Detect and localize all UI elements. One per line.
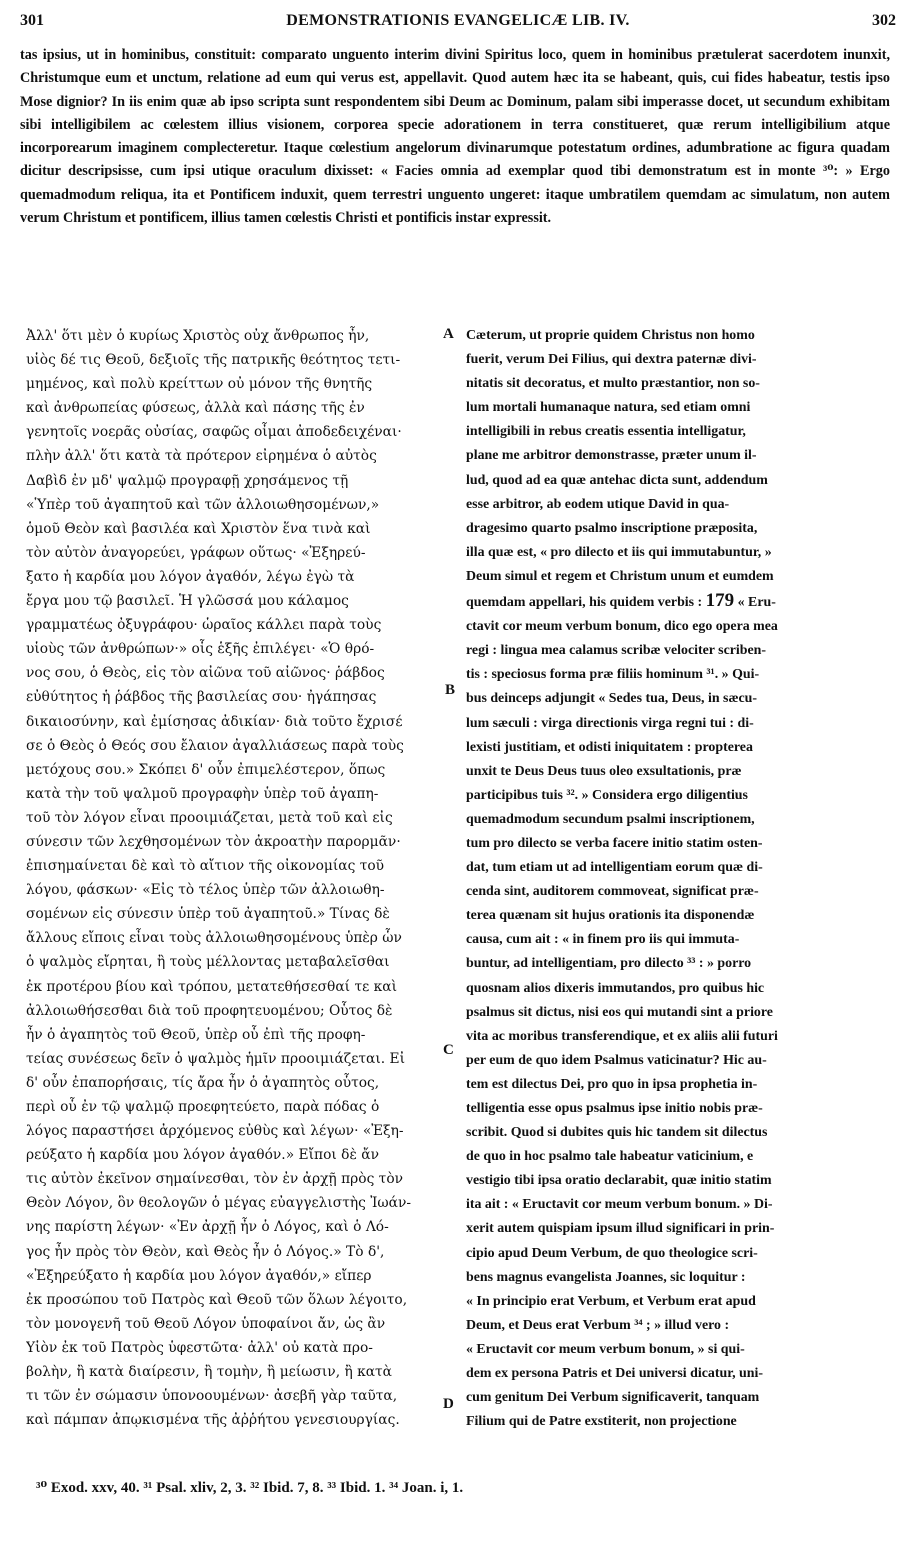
latin-line (466, 324, 891, 348)
greek-line: ἐπισημαίνεται δὲ καὶ τὸ αἴτιον τῆς οἰκονομίας τοῦ (26, 858, 385, 875)
latin-line (466, 639, 891, 663)
greek-line: τείας συνέσεως δεῖν ὁ ψαλμὸς ἡμῖν προοιμιάζεται. Εἰ (26, 1050, 406, 1067)
greek-line: περὶ οὗ ἐν τῷ ψαλμῷ προεφητεύετο, παρὰ πόδας ὁ (26, 1099, 380, 1115)
latin-line-text: intelligibili in rebus creatis essentia intelligatur, (466, 424, 746, 440)
greek-line: ξατο ἡ καρδία μου λόγον ἀγαθόν, λέγω ἐγὼ τὰ (26, 568, 355, 585)
latin-line (466, 372, 891, 396)
greek-line: Υἱὸν ἐκ τοῦ Πατρὸς ὑφεστῶτα· ἀλλ' οὐ κατὰ προ- (26, 1339, 373, 1356)
greek-line: Δαβὶδ ἐν μδ' ψαλμῷ προγραφῇ χρησάμενος τῇ (26, 472, 349, 489)
greek-line: καὶ ἀνθρωπείας φύσεως, ἀλλὰ καὶ πάσης τῆς ἐν (26, 400, 365, 417)
latin-line (466, 856, 891, 880)
page-marker: 179 (705, 590, 735, 612)
latin-line (466, 493, 891, 517)
greek-line: υἱὸς δέ τις Θεοῦ, δεξιοῖς τῆς πατρικῆς θεότητος τετι- (26, 352, 401, 369)
greek-line: ἦν ὁ ἀγαπητὸς τοῦ Θεοῦ, ὑπὲρ οὗ ἐπὶ τῆς προφη- (26, 1026, 366, 1043)
latin-line-text: dragesimo quarto psalmo inscriptione præposita, (466, 520, 758, 536)
greek-line: ἐκ προσώπου τοῦ Πατρὸς καὶ Θεοῦ τῶν ὅλων λέγοιτο, (26, 1291, 408, 1308)
latin-line-text: fuerit, verum Dei Filius, qui dextra paternæ divi- (466, 352, 757, 368)
greek-line: τὸν αὐτὸν ἀναγορεύει, γράφων οὕτως· «Ἐξηρεύ- (26, 544, 366, 561)
latin-line (466, 1121, 891, 1145)
greek-line: ἀλλοιωθήσεσθαι διὰ τοῦ προφητευομένου; Οὗτος δὲ (26, 1002, 393, 1019)
latin-line-text: cipio apud Deum Verbum, de quo theologice scri- (466, 1245, 758, 1261)
latin-line (466, 1145, 891, 1169)
greek-line: νης παρίστη λέγων· «Ἐν ἀρχῇ ἦν ὁ Λόγος, καὶ ὁ Λό- (26, 1219, 389, 1236)
latin-line (466, 784, 891, 808)
page-number-left: 301 (20, 12, 44, 29)
latin-line (466, 760, 891, 784)
latin-line-text: participibus tuis ³². » Considera ergo diligentius (466, 787, 748, 803)
latin-line (466, 904, 891, 928)
latin-line-text: plane me arbitror demonstrasse, præter unum il- (466, 448, 757, 464)
page-number-right: 302 (872, 12, 896, 29)
latin-line-text: esse arbitror, ab eodem utique David in qua- (466, 496, 730, 512)
latin-line (466, 832, 891, 856)
latin-line (466, 589, 891, 615)
greek-line: ἄλλους εἴποις εἶναι τοὺς ἀλλοιωθησομένους ὑπὲρ ὧν (26, 930, 402, 947)
running-title: DEMONSTRATIONIS EVANGELICÆ LIB. IV. (286, 12, 630, 29)
latin-line (466, 1290, 891, 1314)
greek-line: μημένος, καὶ πολὺ κρείττων οὐ μόνον τῆς θνητῆς (26, 376, 373, 393)
latin-line-text: cenda sint, auditorem commoveat, significat præ- (466, 884, 759, 900)
margin-letter-a: A (443, 326, 454, 342)
latin-intro-text: tas ipsius, ut in hominibus, constituit: comparato unguento interim divini Spiritus loco, quem in hominibus prætulerat sacerdotem inunxit, Christumque eum et unctum, relatione ad eum qui verus est, appellavit. Quod autem hæc ita se habeant, quis, cui fides habeatur, testis ipso Mose dignior? In iis enim quæ ab ipso scripta sunt respondentem sibi Deum ac Dominum, palam sibi imperasse docet, ut secundum exhibitam sibi intelligibilem ac cœlestem illius visionem, corporea specie adorationem in terra constitueret, quæ rerum intelligibilium atque incorporearum imaginem complecteretur. Itaque cœlestium angelorum divinarumque potestatum ordines, adumbratione ac figura quadam dicitur descripsisse, cum ipsi utique oraculum dixisset: « Facies omnia ad exemplar quod tibi demonstratum est in monte ³⁰: » Ergo quemadmodum reliqua, ita et Pontificem induxit, quem terrestri unguento ungeret: itaque umbratilem quemdam ac simulatum, non autem verum Christum et pontificem, illius tamen cœlestis Christi et pontificis instar expressit. (20, 47, 890, 227)
latin-line-text: per eum de quo idem Psalmus vaticinatur? Hic au- (466, 1052, 767, 1068)
greek-line: σύνεσιν τῶν λεχθησομένων τὸν ἀκροατὴν παρορμᾶν· (26, 833, 401, 850)
latin-line (466, 517, 891, 541)
latin-line (466, 541, 891, 565)
latin-line-text: « Eructavit cor meum verbum bonum, » si qui- (466, 1341, 745, 1357)
greek-line: μετόχους σου.» Σκόπει δ' οὖν ἐπιμελέστερον, ὅπως (26, 761, 386, 778)
latin-line (466, 952, 891, 976)
greek-line: γενητοῖς νοερᾶς οὐσίας, σαφῶς οἶμαι ἀποδεδειχέναι· (26, 424, 402, 441)
greek-line: σε ὁ Θεὸς ὁ Θεός σου ἔλαιον ἀγαλλιάσεως παρὰ τοὺς (26, 737, 404, 754)
greek-line: τις αὐτὸν ἐκεῖνον σημαίνεσθαι, τὸν ἐν ἀρχῇ πρὸς τὸν (26, 1171, 404, 1188)
latin-line-text: ita ait : « Eructavit cor meum verbum bonum. » Di- (466, 1197, 773, 1213)
latin-line (466, 1386, 891, 1410)
latin-line-text: quemadmodum secundum psalmi inscriptionem, (466, 811, 755, 827)
greek-line: κατὰ τὴν τοῦ ψαλμοῦ προγραφὴν ὑπὲρ τοῦ ἀγαπη- (26, 785, 379, 802)
latin-line-text: tis : speciosus forma præ filiis hominum ³¹. » Qui- (466, 667, 760, 683)
latin-line-text: nitatis sit decoratus, et multo præstantior, non so- (466, 376, 760, 392)
latin-line-text: dem ex persona Patris et Dei universi dicatur, uni- (466, 1366, 763, 1382)
latin-line (466, 420, 891, 444)
greek-line: υἱοὺς τῶν ἀνθρώπων·» οἷς ἑξῆς ἐπιλέγει· «Ὁ θρό- (26, 641, 375, 658)
latin-line (466, 1169, 891, 1193)
latin-line (466, 663, 891, 687)
latin-line-text: bus deinceps adjungit « Sedes tua, Deus, in sæcu- (466, 691, 757, 707)
latin-line-text: unxit te Deus Deus tuus oleo exsultationis, præ (466, 763, 742, 779)
latin-line-text: de quo in hoc psalmo tale habeatur vaticinium, e (466, 1149, 754, 1165)
greek-line: γος ἦν πρὸς τὸν Θεὸν, καὶ Θεὸς ἦν ὁ Λόγος.» Τὸ δ', (26, 1243, 385, 1260)
latin-line (466, 712, 891, 736)
greek-line: ρεύξατο ἡ καρδία μου λόγον ἀγαθόν.» Εἴποι δὲ ἄν (26, 1147, 379, 1164)
latin-line (466, 1242, 891, 1266)
latin-line (466, 615, 891, 639)
latin-line (466, 928, 891, 952)
greek-line: δ' οὖν ἐπαπορήσαις, τίς ἄρα ἦν ὁ ἀγαπητὸς οὗτος, (26, 1074, 380, 1091)
latin-line-text: ctavit cor meum verbum bonum, dico ego opera mea (466, 619, 778, 635)
latin-line-text: regi : lingua mea calamus scribæ velociter scriben- (466, 643, 767, 659)
latin-line-text: causa, cum ait : « in finem pro iis qui immuta- (466, 932, 740, 948)
full-width-paragraph (20, 44, 890, 230)
greek-line: «Ὑπὲρ τοῦ ἀγαπητοῦ καὶ τῶν ἀλλοιωθησομένων,» (26, 496, 380, 513)
greek-line: λόγου, φάσκων· «Εἰς τὸ τέλος ὑπὲρ τῶν ἀλλοιωθη- (26, 882, 385, 899)
latin-line-text: buntur, ad intelligentiam, pro dilecto ³³ : » porro (466, 956, 752, 972)
latin-line-tail: « Eru- (737, 595, 776, 611)
latin-line (466, 1001, 891, 1025)
latin-line (466, 1410, 891, 1434)
latin-line (466, 565, 891, 589)
latin-line (466, 469, 891, 493)
latin-line (466, 1025, 891, 1049)
latin-line (466, 1073, 891, 1097)
latin-column (466, 324, 891, 1434)
latin-line (466, 687, 891, 711)
greek-line: «Ἐξηρεύξατο ἡ καρδία μου λόγον ἀγαθόν,» εἴπερ (26, 1267, 372, 1284)
greek-line: ἔργα μου τῷ βασιλεῖ. Ἡ γλῶσσά μου κάλαμος (26, 593, 349, 610)
greek-line: καὶ πάμπαν ἀπῳκισμένα τῆς ἀῤῥήτου γενεσιουργίας. (26, 1412, 400, 1429)
latin-line (466, 977, 891, 1001)
latin-line-text: quemdam appellari, his quidem verbis : (466, 595, 703, 611)
margin-letter-c: C (443, 1042, 454, 1058)
greek-line: ὁ ψαλμὸς εἴρηται, ἢ τοὺς μέλλοντας μεταβαλεῖσθαι (26, 954, 390, 971)
running-header (20, 12, 896, 36)
latin-line (466, 1362, 891, 1386)
latin-line-text: Deum, et Deus erat Verbum ³⁴ ; » illud vero : (466, 1317, 730, 1333)
latin-line-text: lum mortali humanaque natura, sed etiam omni (466, 400, 751, 416)
margin-letter-b: B (445, 682, 456, 698)
greek-line: βολὴν, ἢ κατὰ διαίρεσιν, ἢ τομὴν, ἢ μείωσιν, ἢ κατὰ (26, 1364, 393, 1381)
latin-line (466, 348, 891, 372)
latin-line-text: dat, tum etiam ut ad intelligentiam eorum quæ di- (466, 860, 763, 876)
latin-line (466, 1266, 891, 1290)
greek-line: τι τῶν ἐν σώμασιν ὑπονοουμένων· ἀσεβῆ γὰρ ταῦτα, (26, 1388, 398, 1405)
greek-line: δικαιοσύνην, καὶ ἐμίσησας ἀδικίαν· διὰ τοῦτο ἔχρισέ (26, 713, 403, 730)
latin-line (466, 1314, 891, 1338)
greek-line: Θεὸν Λόγον, ὃν θεολογῶν ὁ μέγας εὐαγγελιστὴς Ἰωάν- (26, 1195, 412, 1212)
latin-line (466, 1217, 891, 1241)
latin-line-text: Filium qui de Patre exstiterit, non projectione (466, 1414, 737, 1430)
greek-line: γραμματέως ὀξυγράφου· ὡραῖος κάλλει παρὰ τοὺς (26, 617, 382, 634)
latin-line-text: tem est dilectus Dei, pro quo in ipsa prophetia in- (466, 1076, 758, 1092)
greek-column (26, 324, 441, 1432)
latin-line-text: bens magnus evangelista Joannes, sic loquitur : (466, 1269, 746, 1285)
latin-line-text: lud, quod ad ea quæ antehac dicta sunt, addendum (466, 472, 768, 488)
latin-line (466, 736, 891, 760)
latin-line (466, 1097, 891, 1121)
latin-line-text: xerit autem quispiam ipsum illud significari in prin- (466, 1221, 775, 1237)
latin-line-text: telligentia esse opus psalmus ipse initio nobis præ- (466, 1101, 763, 1116)
latin-line-text: illa quæ est, « pro dilecto et iis qui immutabuntur, » (466, 544, 772, 560)
greek-line: ὁμοῦ Θεὸν καὶ βασιλέα καὶ Χριστὸν ἕνα τινὰ καὶ (26, 520, 371, 537)
latin-line (466, 808, 891, 832)
latin-line-text: scribit. Quod si dubites quis hic tandem sit dilectus (466, 1125, 768, 1141)
greek-line: τὸν μονογενῆ τοῦ Θεοῦ Λόγον ὑποφαίνοι ἄν, ὡς ἂν (26, 1315, 386, 1332)
greek-line: εὐθύτητος ἡ ῥάβδος τῆς βασιλείας σου· ἠγάπησας (26, 689, 377, 706)
greek-line: ἐκ προτέρου βίου καὶ τρόπου, μετατεθήσεσθαί τε καὶ (26, 978, 397, 995)
latin-line (466, 444, 891, 468)
latin-line (466, 880, 891, 904)
latin-line-text: terea quænam sit hujus orationis ita disponendæ (466, 908, 755, 924)
greek-line: λόγος παραστήσει ἀρχόμενος εὐθὺς καὶ λέγων· «Ἐξη- (26, 1123, 404, 1140)
latin-line (466, 1338, 891, 1362)
latin-line-text: vita ac moribus transferendique, et ex aliis alii futuri (466, 1028, 778, 1044)
footnotes: ³⁰ Exod. xxv, 40. ³¹ Psal. xliv, 2, 3. ³² Ibid. 7, 8. ³³ Ibid. 1. ³⁴ Joan. i, 1. (36, 1480, 464, 1496)
margin-letter-d: D (443, 1396, 454, 1412)
latin-line (466, 1049, 891, 1073)
latin-line-text: Deum simul et regem et Christum unum et eumdem (466, 568, 774, 584)
latin-line-text: lexisti justitiam, et odisti iniquitatem : propterea (466, 739, 753, 755)
greek-line: Ἀλλ' ὅτι μὲν ὁ κυρίως Χριστὸς οὐχ ἄνθρωπος ἦν, (26, 328, 370, 344)
latin-line (466, 1193, 891, 1217)
latin-line-text: tum pro dilecto se verba facere initio statim osten- (466, 835, 763, 851)
greek-line: νος σου, ὁ Θεὸς, εἰς τὸν αἰῶνα τοῦ αἰῶνος· ῥάβδος (26, 665, 385, 682)
latin-line-text: quosnam alios dixeris immutandos, pro quibus hic (466, 980, 765, 996)
latin-line-text: « In principio erat Verbum, et Verbum erat apud (466, 1293, 756, 1309)
latin-line-text: psalmus sit dictus, nisi eos qui mutandi sint a priore (466, 1004, 773, 1020)
greek-line: σομένων εἰς σύνεσιν ὑπὲρ τοῦ ἀγαπητοῦ.» Τίνας δὲ (26, 906, 390, 923)
latin-line (466, 396, 891, 420)
latin-line-text: vestigio tibi ipsa oratio declarabit, quæ initio statim (466, 1173, 772, 1189)
greek-line: πλὴν ἀλλ' ὅτι κατὰ τὰ πρότερον εἰρημένα ὁ αὐτὸς (26, 448, 377, 465)
latin-line-text: cum genitum Dei Verbum significaverit, tanquam (466, 1390, 760, 1406)
latin-line-text: Cæterum, ut proprie quidem Christus non homo (466, 328, 755, 343)
latin-line-text: lum sæculi : virga directionis virga regni tui : di- (466, 715, 754, 731)
greek-line: τοῦ τὸν λόγον εἶναι προοιμιάζεται, μετὰ τοῦ καὶ εἰς (26, 809, 393, 826)
